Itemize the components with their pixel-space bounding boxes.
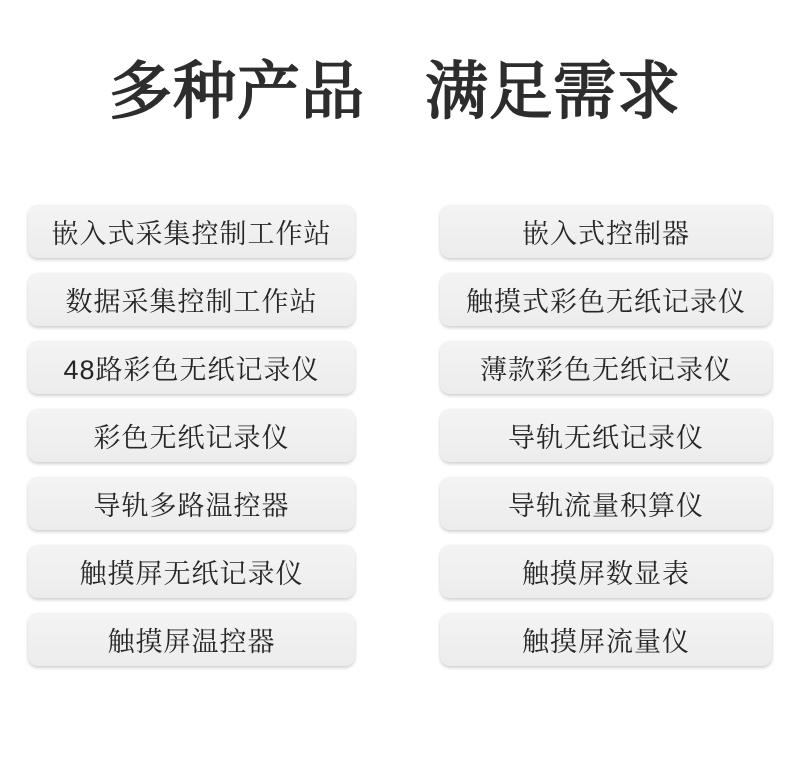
product-button[interactable]: 导轨无纸记录仪: [440, 409, 772, 462]
page-title-part2: 满足需求: [425, 57, 681, 127]
product-column-left: [28, 205, 355, 666]
product-button[interactable]: 彩色无纸记录仪: [28, 409, 355, 462]
product-button[interactable]: 嵌入式采集控制工作站: [28, 205, 355, 258]
product-columns: [28, 205, 790, 666]
product-button[interactable]: 数据采集控制工作站: [28, 273, 355, 326]
product-button[interactable]: 触摸屏数显表: [440, 545, 772, 598]
product-button[interactable]: 触摸式彩色无纸记录仪: [440, 273, 772, 326]
product-button[interactable]: 导轨流量积算仪: [440, 477, 772, 530]
product-column-right: [440, 205, 772, 666]
product-button[interactable]: 嵌入式控制器: [440, 205, 772, 258]
product-button[interactable]: 48路彩色无纸记录仪: [28, 341, 355, 394]
product-button[interactable]: 触摸屏流量仪: [440, 613, 772, 666]
product-button[interactable]: 导轨多路温控器: [28, 477, 355, 530]
page-title-part1: 多种产品: [109, 57, 365, 127]
page-title: [0, 58, 790, 127]
product-button[interactable]: 触摸屏无纸记录仪: [28, 545, 355, 598]
product-button[interactable]: 触摸屏温控器: [28, 613, 355, 666]
product-button[interactable]: 薄款彩色无纸记录仪: [440, 341, 772, 394]
